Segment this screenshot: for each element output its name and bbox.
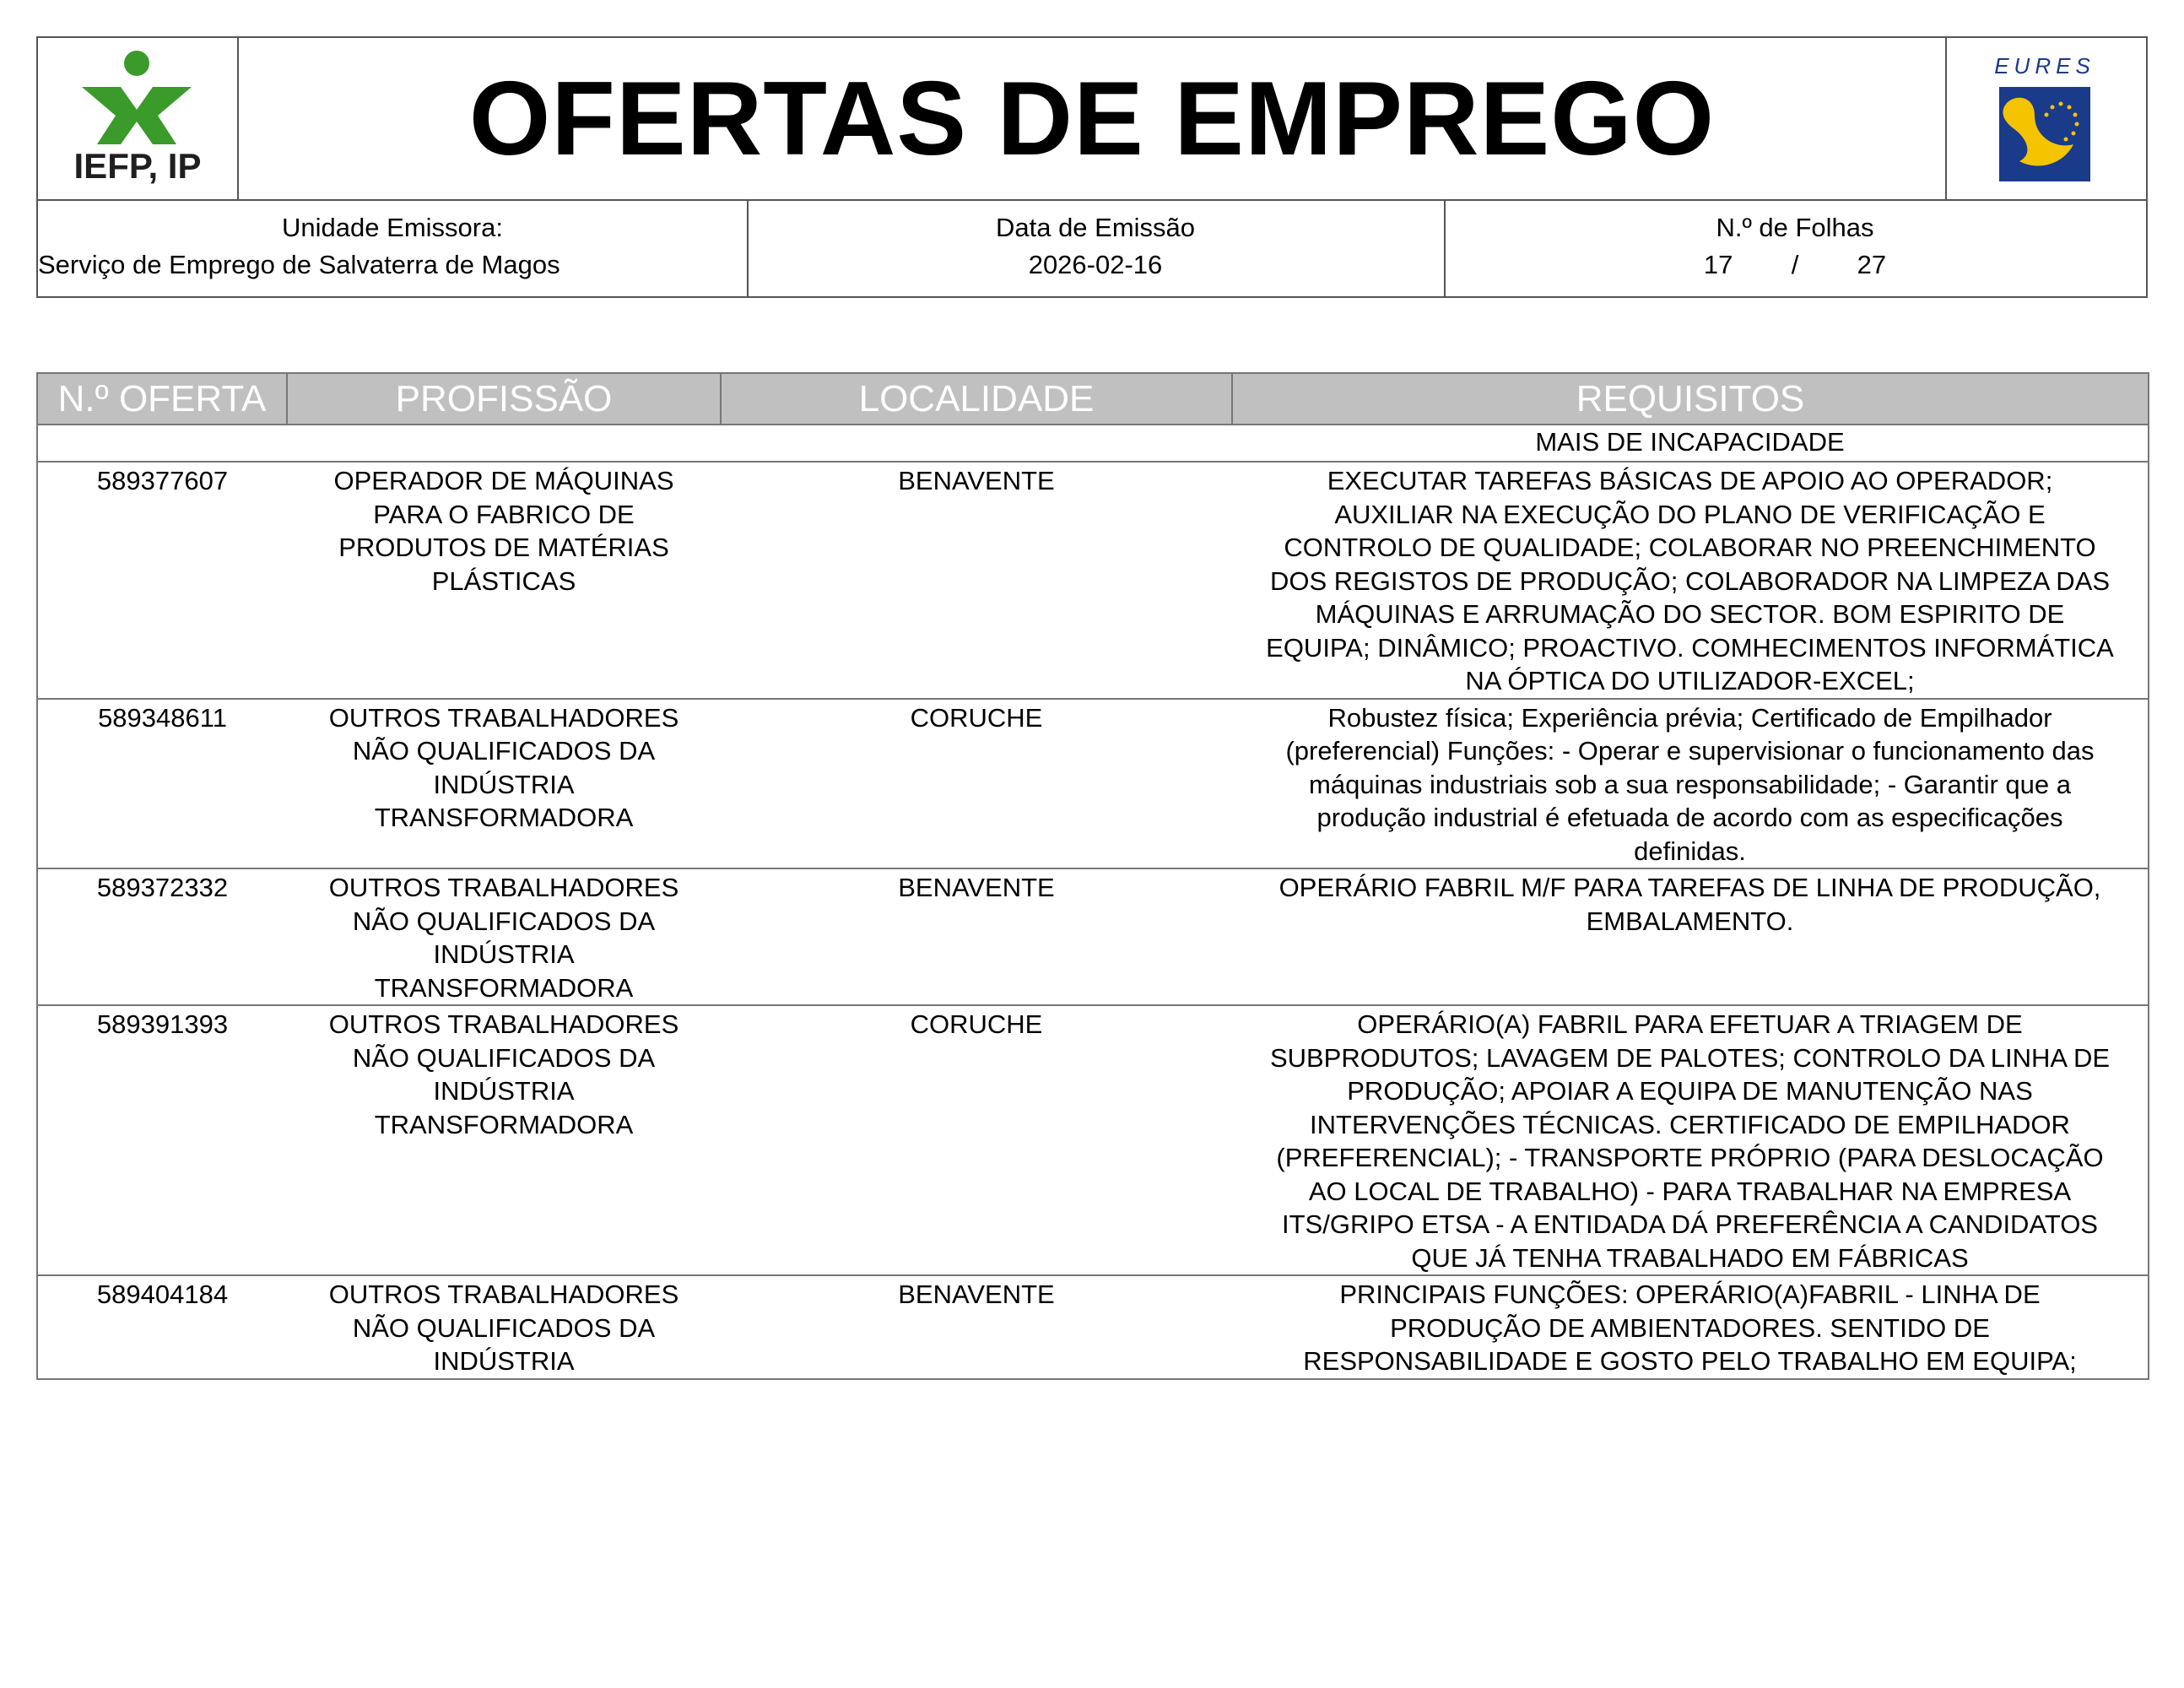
- table-cell-empty: [287, 425, 721, 462]
- profissao-cell: OUTROS TRABALHADORES NÃO QUALIFICADOS DA INDÚSTRIA TRANSFORMADORA: [287, 1005, 721, 1275]
- document-header: [36, 36, 2148, 298]
- requisitos-cell: PRINCIPAIS FUNÇÕES: OPERÁRIO(A)FABRIL - LINHA DE PRODUÇÃO DE AMBIENTADORES. SENTIDO DE RESPONSABILIDADE E GOSTO PELO TRABALHO EM EQUIPA;: [1232, 1275, 2149, 1379]
- table-cell-empty: [721, 425, 1232, 462]
- table-cell-empty: [37, 425, 287, 462]
- oferta-number: 589377607: [37, 462, 287, 699]
- column-header-profissao: PROFISSÃO: [287, 373, 721, 425]
- page-title: OFERTAS DE EMPREGO: [468, 60, 1716, 177]
- iefp-logo: [38, 38, 239, 199]
- table-row: [37, 1005, 2149, 1275]
- table-row: [37, 462, 2149, 699]
- header-top-row: [38, 38, 2146, 201]
- column-header-requisitos: REQUISITOS: [1232, 373, 2149, 425]
- table-row: [37, 868, 2149, 1005]
- localidade-cell: BENAVENTE: [721, 1275, 1232, 1379]
- localidade-cell: BENAVENTE: [721, 868, 1232, 1005]
- oferta-number: 589391393: [37, 1005, 287, 1275]
- folhas-label: N.º de Folhas: [1716, 213, 1874, 242]
- table-row: [37, 1275, 2149, 1379]
- header-meta-row: [38, 199, 2146, 296]
- table-row-continuation: [37, 425, 2149, 462]
- oferta-number: 589348611: [37, 699, 287, 869]
- requisitos-cell: OPERÁRIO(A) FABRIL PARA EFETUAR A TRIAGEM DE SUBPRODUTOS; LAVAGEM DE PALOTES; CONTROLO DA LINHA DE PRODUÇÃO; APOIAR A EQUIPA DE MANUTENÇÃO NAS INTERVENÇÕES TÉCNICAS. CERTIFICADO DE EMPILHADOR (PREFERENCIAL); - TRANSPORTE PRÓPRIO (PARA DESLOCAÇÃO AO LOCAL DE TRABALHO) - PARA TRABALHAR NA EMPRESA ITS/GRIPO ETSA - A ENTIDADA DÁ PREFERÊNCIA A CANDIDATOS QUE JÁ TENHA TRABALHADO EM FÁBRICAS: [1232, 1005, 2149, 1275]
- column-header-oferta: N.º OFERTA: [37, 373, 287, 425]
- localidade-cell: BENAVENTE: [721, 462, 1232, 699]
- profissao-cell: OUTROS TRABALHADORES NÃO QUALIFICADOS DA INDÚSTRIA: [287, 1275, 721, 1379]
- data-emissao: [747, 199, 1446, 296]
- localidade-cell: CORUCHE: [721, 699, 1232, 869]
- oferta-number: 589372332: [37, 868, 287, 1005]
- eures-logo-icon: [1947, 38, 2146, 199]
- column-header-localidade: LOCALIDADE: [721, 373, 1232, 425]
- folhas-total: 27: [1857, 250, 1887, 279]
- folhas-separator: /: [1791, 250, 1799, 279]
- profissao-cell: OUTROS TRABALHADORES NÃO QUALIFICADOS DA INDÚSTRIA TRANSFORMADORA: [287, 699, 721, 869]
- iefp-logo-text: IEFP, IP: [73, 146, 202, 186]
- numero-folhas: [1444, 199, 2146, 296]
- oferta-number: 589404184: [37, 1275, 287, 1379]
- unidade-value: Serviço de Emprego de Salvaterra de Magos: [38, 250, 560, 279]
- folhas-current: 17: [1703, 250, 1733, 279]
- requisitos-cell: EXECUTAR TAREFAS BÁSICAS DE APOIO AO OPERADOR; AUXILIAR NA EXECUÇÃO DO PLANO DE VERIFICAÇÃO E CONTROLO DE QUALIDADE; COLABORAR NO PREENCHIMENTO DOS REGISTOS DE PRODUÇÃO; COLABORADOR NA LIMPEZA DAS MÁQUINAS E ARRUMAÇÃO DO SECTOR. BOM ESPIRITO DE EQUIPA; DINÂMICO; PROACTIVO. COMHECIMENTOS INFORMÁTICA NA ÓPTICA DO UTILIZADOR-EXCEL;: [1232, 462, 2149, 699]
- data-label: Data de Emissão: [995, 213, 1196, 242]
- unidade-emissora: [38, 199, 749, 296]
- unidade-label: Unidade Emissora:: [282, 213, 503, 242]
- folhas-value: [1444, 250, 2146, 280]
- eures-logo-text: EURES: [1994, 53, 2095, 78]
- table-header-row: [37, 373, 2149, 425]
- profissao-cell: OUTROS TRABALHADORES NÃO QUALIFICADOS DA INDÚSTRIA TRANSFORMADORA: [287, 868, 721, 1005]
- data-value: 2026-02-16: [1028, 250, 1163, 279]
- table-row: [37, 699, 2149, 869]
- localidade-cell: CORUCHE: [721, 1005, 1232, 1275]
- profissao-cell: OPERADOR DE MÁQUINAS PARA O FABRICO DE PRODUTOS DE MATÉRIAS PLÁSTICAS: [287, 462, 721, 699]
- continuation-text: MAIS DE INCAPACIDADE: [1232, 425, 2149, 462]
- ofertas-table: [36, 372, 2149, 1380]
- requisitos-cell: Robustez física; Experiência prévia; Certificado de Empilhador (preferencial) Funções: - Operar e supervisionar o funcionamento das máquinas industriais sob a sua responsabilidade; - Garantir que a produção industrial é efetuada de acordo com as especificações definidas.: [1232, 699, 2149, 869]
- eures-logo: [1945, 38, 2146, 199]
- requisitos-cell: OPERÁRIO FABRIL M/F PARA TAREFAS DE LINHA DE PRODUÇÃO, EMBALAMENTO.: [1232, 868, 2149, 1005]
